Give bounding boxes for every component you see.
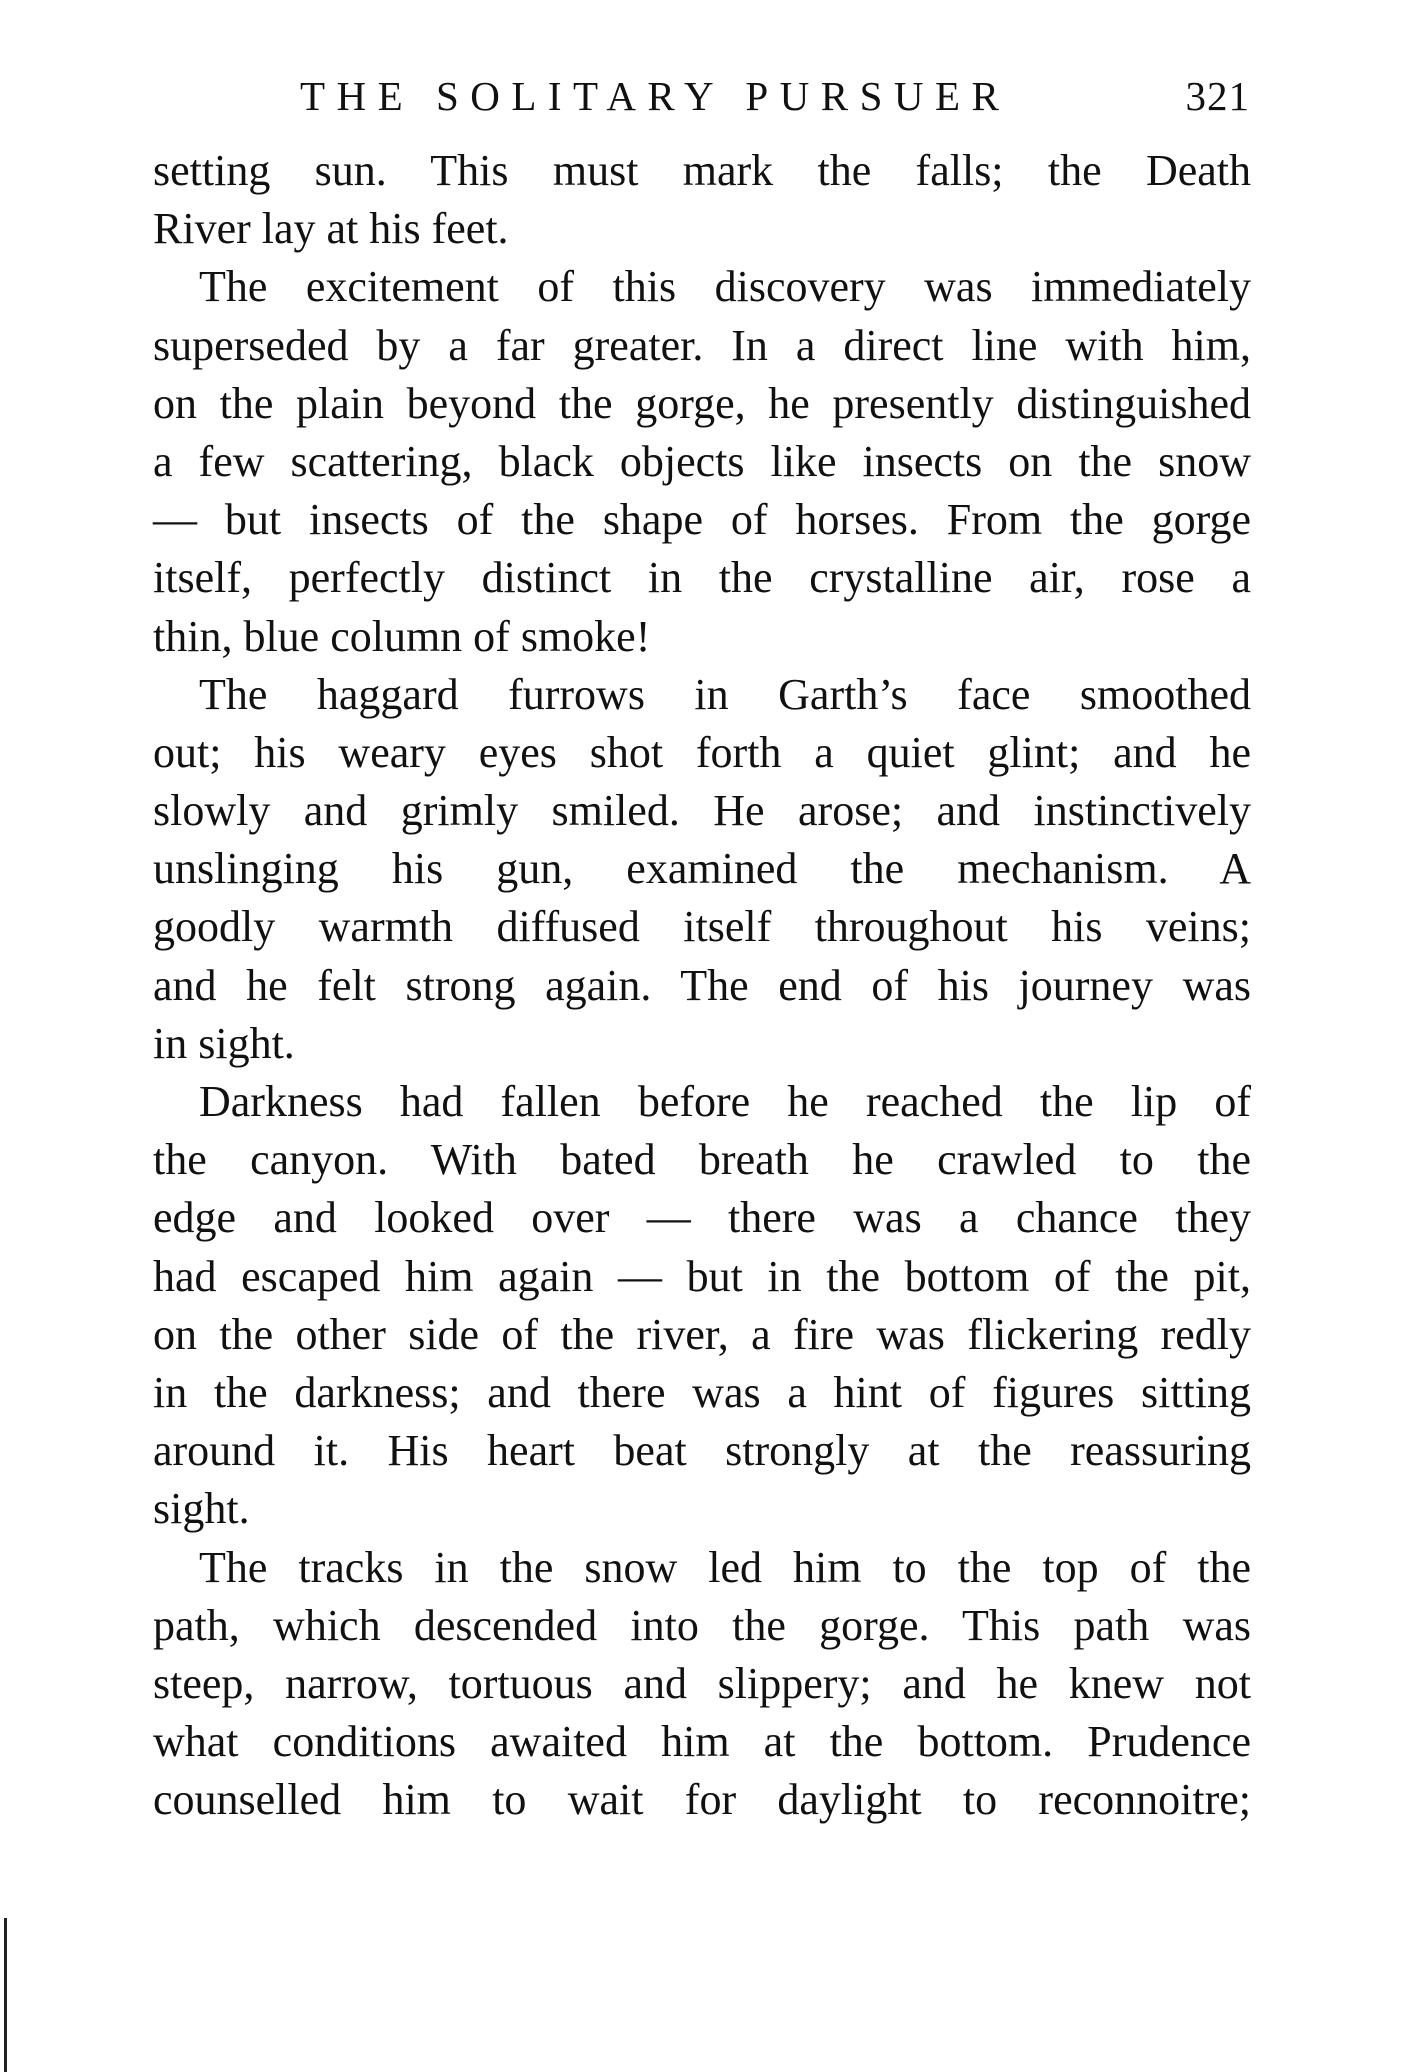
text-line: River lay at his feet. xyxy=(153,204,509,254)
text-line: in the darkness; and there was a hint of figures sitting xyxy=(153,1367,1251,1417)
text-line: path, which descended into the gorge. This path was xyxy=(153,1600,1251,1650)
text-line: slowly and grimly smiled. He arose; and instinctively xyxy=(153,786,1251,836)
running-title: THE SOLITARY PURSUER xyxy=(300,73,1011,119)
text-line: The excitement of this discovery was immediately xyxy=(199,262,1251,312)
text-line: superseded by a far greater. In a direct line with him, xyxy=(153,320,1251,370)
text-line: unslinging his gun, examined the mechanism. A xyxy=(153,844,1251,894)
running-head xyxy=(300,66,1300,126)
text-line: out; his weary eyes shot forth a quiet glint; and he xyxy=(153,727,1251,777)
text-line: thin, blue column of smoke! xyxy=(153,611,651,661)
text-line: Darkness had fallen before he reached the lip of xyxy=(199,1077,1251,1126)
text-line: on the other side of the river, a fire was flickering redly xyxy=(153,1309,1251,1359)
text-line: the canyon. With bated breath he crawled to the xyxy=(153,1135,1251,1185)
text-line: The tracks in the snow led him to the top of the xyxy=(199,1542,1251,1592)
page-number: 321 xyxy=(1185,73,1250,119)
text-line: in sight. xyxy=(153,1018,295,1068)
text-line: goodly warmth diffused itself throughout his veins; xyxy=(153,902,1251,952)
text-line: counselled him to wait for daylight to reconnoitre; xyxy=(153,1775,1251,1825)
text-line: edge and looked over — there was a chance they xyxy=(153,1193,1251,1243)
text-line: what conditions awaited him at the bottom. Prudence xyxy=(153,1717,1251,1767)
text-line: a few scattering, black objects like insects on the snow xyxy=(153,436,1251,486)
text-line: on the plain beyond the gorge, he presently distinguished xyxy=(153,378,1251,428)
text-line: sight. xyxy=(153,1484,250,1534)
text-line: — but insects of the shape of horses. From the gorge xyxy=(153,495,1251,545)
text-line: setting sun. This must mark the falls; the Death xyxy=(153,146,1251,195)
gutter-mark xyxy=(4,1918,7,2072)
text-line: had escaped him again — but in the bottom of the pit, xyxy=(153,1251,1251,1301)
text-line: itself, perfectly distinct in the crystalline air, rose a xyxy=(153,553,1251,603)
text-line: and he felt strong again. The end of his journey was xyxy=(153,960,1251,1010)
text-line: The haggard furrows in Garth’s face smoothed xyxy=(199,669,1251,719)
text-line: steep, narrow, tortuous and slippery; and he knew not xyxy=(153,1658,1251,1708)
text-line: around it. His heart beat strongly at the reassuring xyxy=(153,1426,1251,1476)
body-text xyxy=(153,142,1251,1829)
